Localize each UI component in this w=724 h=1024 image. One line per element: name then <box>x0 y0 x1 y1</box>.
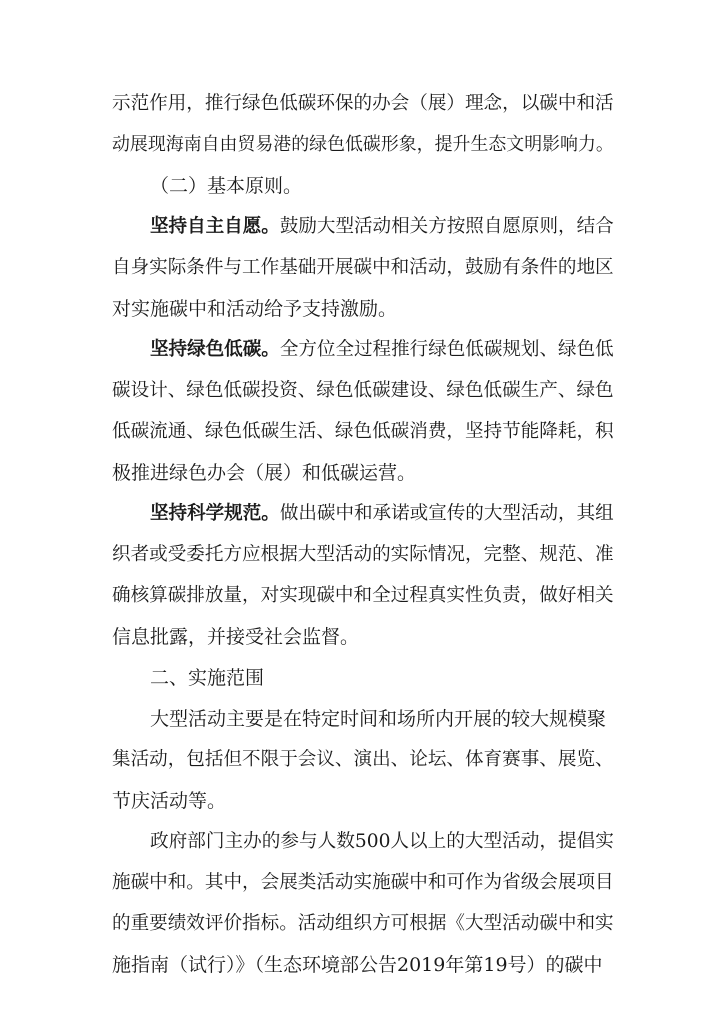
principle-title: 坚持自主自愿。 <box>150 216 280 237</box>
paragraph-line: 示范作用，推行绿色低碳环保的办会（展）理念，以碳中和活 <box>112 93 614 114</box>
paragraph-line: 对实施碳中和活动给予支持激励。 <box>112 298 398 320</box>
paragraph-line: 施指南（试行）》（生态环境部公告2019年第19号）的碳中 <box>112 954 603 976</box>
principle-line <box>150 215 614 239</box>
paragraph-line: 施碳中和。其中，会展类活动实施碳中和可作为省级会展项目 <box>112 872 614 893</box>
principle-text: 全方位全过程推行绿色低碳规划、绿色低 <box>279 339 614 360</box>
paragraph-line: 大型活动主要是在特定时间和场所内开展的较大规模聚 <box>150 708 607 730</box>
paragraph-line: 集活动，包括但不限于会议、演出、论坛、体育赛事、展览、 <box>112 749 614 770</box>
paragraph-line: 织者或受委托方应根据大型活动的实际情况，完整、规范、准 <box>112 544 614 565</box>
paragraph-line: 的重要绩效评价指标。活动组织方可根据《大型活动碳中和实 <box>112 913 614 934</box>
principle-text: 鼓励大型活动相关方按照自愿原则，结合 <box>279 216 614 237</box>
section-heading: 二、实施范围 <box>150 667 265 689</box>
principle-text: 做出碳中和承诺或宣传的大型活动，其组 <box>279 503 614 524</box>
section-subheading: （二）基本原则。 <box>150 175 303 197</box>
paragraph-line: 确核算碳排放量，对实现碳中和全过程真实性负责，做好相关 <box>112 585 614 606</box>
paragraph-line: 低碳流通、绿色低碳生活、绿色低碳消费，坚持节能降耗，积 <box>112 421 614 442</box>
principle-line <box>150 502 614 526</box>
paragraph-line: 动展现海南自由贸易港的绿色低碳形象，提升生态文明影响力。 <box>112 134 614 155</box>
principle-line <box>150 338 614 362</box>
paragraph-line: 碳设计、绿色低碳投资、绿色低碳建设、绿色低碳生产、绿色 <box>112 380 614 401</box>
paragraph-line: 自身实际条件与工作基础开展碳中和活动，鼓励有条件的地区 <box>112 257 614 278</box>
principle-title: 坚持绿色低碳。 <box>150 339 280 360</box>
paragraph-line: 节庆活动等。 <box>112 790 227 812</box>
paragraph-line: 政府部门主办的参与人数500人以上的大型活动，提倡实 <box>150 831 614 852</box>
paragraph-line: 信息批露，并接受社会监督。 <box>112 626 360 648</box>
paragraph-line: 极推进绿色办会（展）和低碳运营。 <box>112 462 417 484</box>
principle-title: 坚持科学规范。 <box>150 503 280 524</box>
